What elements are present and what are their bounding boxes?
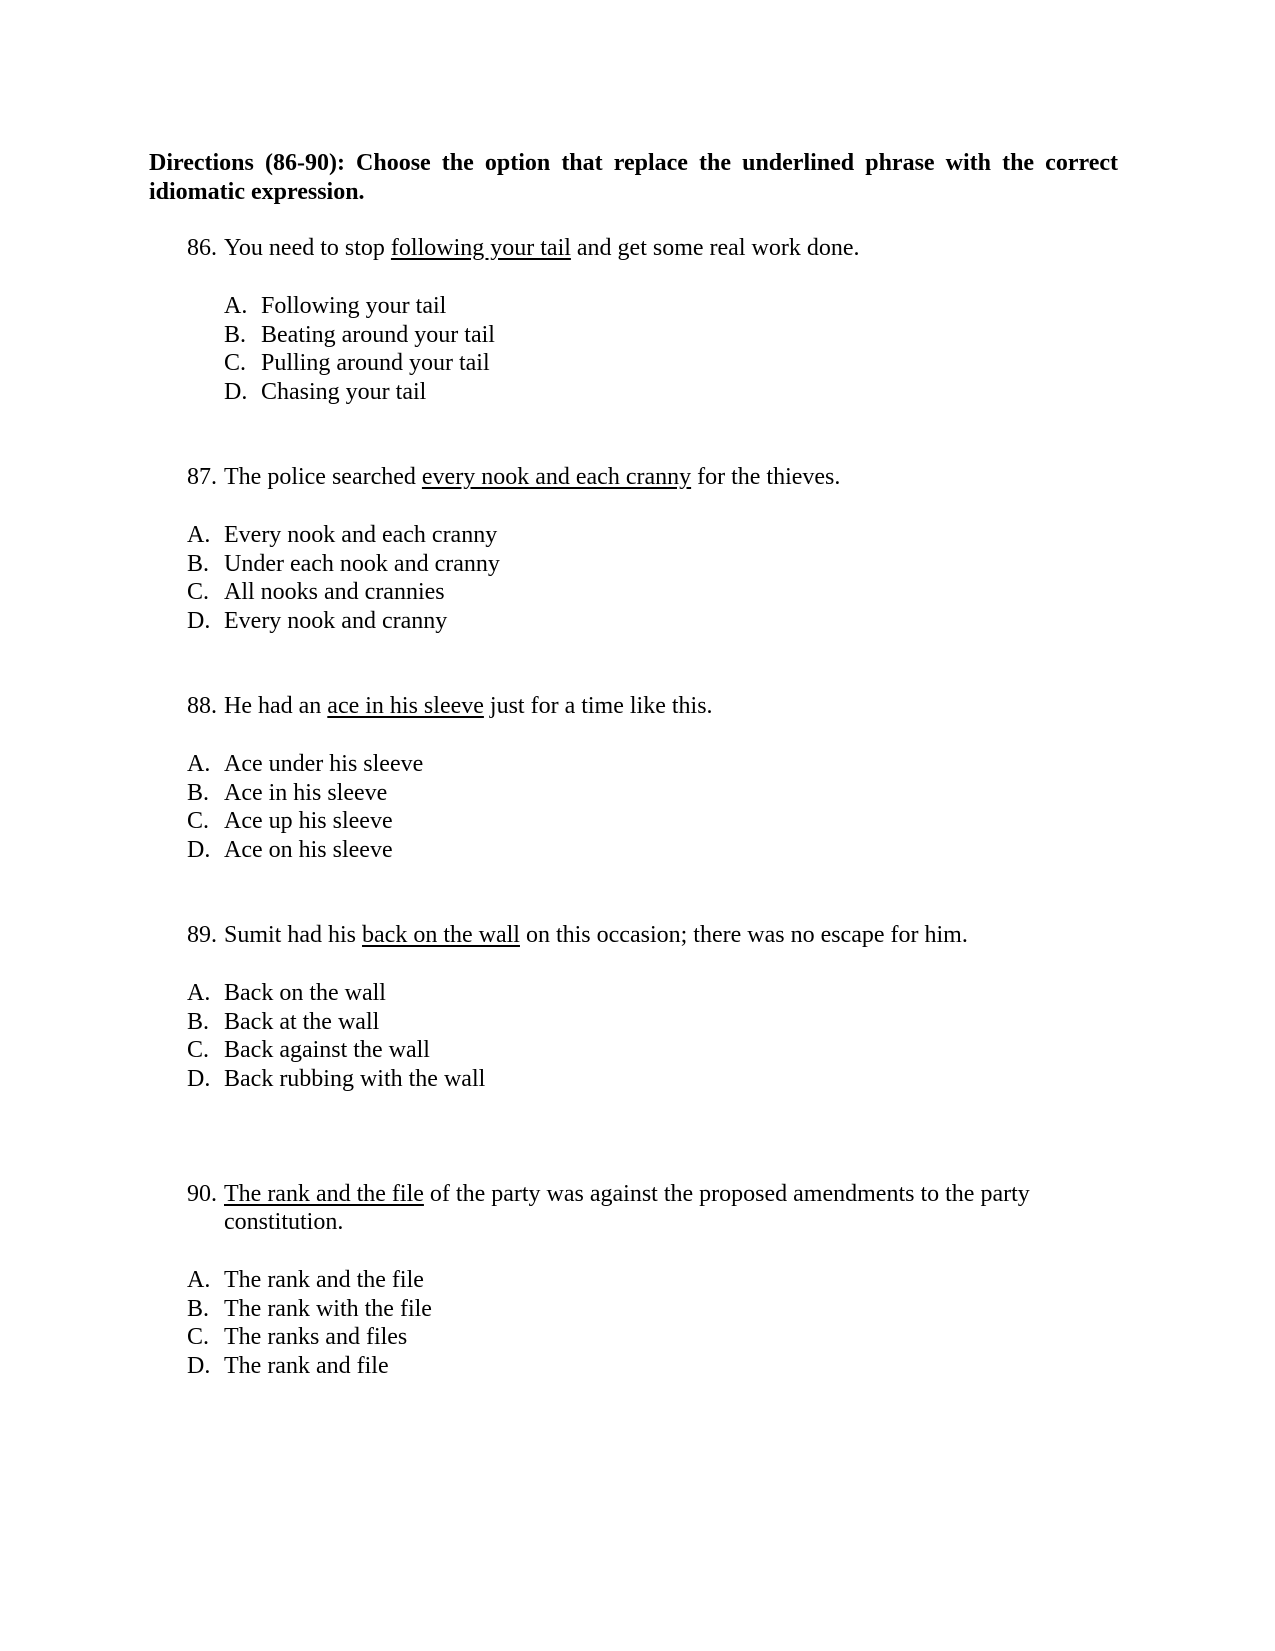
option-letter: C.: [187, 808, 210, 835]
stem-text-after: on this occasion; there was no escape for him.: [519, 922, 968, 948]
option-text: Back rubbing with the wall: [224, 1066, 486, 1093]
option-d[interactable]: [187, 607, 1084, 636]
option-a[interactable]: [187, 521, 1084, 550]
option-letter: B.: [187, 1295, 210, 1322]
option-text: Back at the wall: [224, 1008, 380, 1035]
option-a[interactable]: [187, 979, 1084, 1008]
options-list: [187, 521, 1084, 636]
option-text: Ace on his sleeve: [224, 837, 393, 864]
question-number: 86.: [187, 235, 217, 261]
stem-text-before: The police searched: [224, 464, 422, 490]
question-87: [187, 463, 1084, 636]
question-90: [187, 1180, 1084, 1381]
option-d[interactable]: [187, 836, 1084, 865]
option-c[interactable]: [187, 578, 1084, 607]
option-text: Every nook and cranny: [224, 608, 448, 635]
question-stem: [187, 692, 1084, 720]
question-stem: [187, 463, 1084, 491]
option-letter: C.: [187, 1324, 210, 1351]
option-letter: B.: [187, 1008, 210, 1035]
option-letter: D.: [187, 608, 211, 635]
options-list: [187, 1266, 1084, 1381]
underlined-phrase: every nook and each cranny: [421, 464, 692, 490]
option-letter: A.: [187, 980, 211, 1006]
option-text: The ranks and files: [224, 1324, 408, 1351]
option-c[interactable]: [187, 807, 1084, 836]
option-text: Pulling around your tail: [261, 350, 490, 377]
option-text: The rank and the file: [224, 1267, 424, 1293]
option-letter: C.: [187, 1037, 210, 1064]
option-b[interactable]: [187, 1008, 1084, 1037]
option-b[interactable]: [187, 1295, 1084, 1324]
option-letter: C.: [187, 579, 210, 606]
question-89: [187, 921, 1084, 1094]
option-d[interactable]: [187, 1065, 1084, 1094]
question-stem: [187, 1180, 1084, 1236]
option-text: Ace up his sleeve: [224, 808, 393, 835]
option-a[interactable]: [187, 750, 1084, 779]
option-letter: C.: [224, 350, 247, 377]
stem-text-before: He had an: [224, 693, 328, 719]
underlined-phrase: The rank and the file: [224, 1181, 424, 1207]
option-letter: A.: [224, 293, 248, 319]
option-letter: D.: [187, 1353, 211, 1380]
option-d[interactable]: [187, 1352, 1084, 1381]
stem-text-before: You need to stop: [224, 235, 391, 261]
option-letter: D.: [187, 837, 211, 864]
option-text: All nooks and crannies: [224, 579, 445, 606]
question-stem: [187, 921, 1084, 949]
option-letter: A.: [187, 1267, 211, 1293]
stem-text-after: for the thieves.: [691, 464, 841, 490]
option-text: Beating around your tail: [261, 321, 495, 348]
underlined-phrase: following your tail: [390, 235, 571, 261]
stem-text-after: and get some real work done.: [570, 235, 860, 261]
option-letter: D.: [224, 379, 248, 406]
option-a[interactable]: [187, 1266, 1084, 1295]
stem-text-after: just for a time like this.: [483, 693, 713, 719]
option-a[interactable]: [224, 292, 1084, 321]
option-c[interactable]: [187, 1036, 1084, 1065]
question-number: 90.: [187, 1181, 217, 1207]
directions-heading: Directions (86-90): Choose the option that replace the underlined phrase with the correct idiomatic expression.: [149, 150, 1118, 205]
option-d[interactable]: [224, 378, 1084, 407]
option-text: Back on the wall: [224, 980, 386, 1006]
option-letter: B.: [187, 779, 210, 806]
options-list: [224, 292, 1084, 407]
question-number: 88.: [187, 693, 217, 719]
option-letter: A.: [187, 751, 211, 777]
question-86: [187, 234, 1084, 407]
options-list: [187, 979, 1084, 1094]
option-b[interactable]: [187, 779, 1084, 808]
option-b[interactable]: [224, 321, 1084, 350]
option-letter: B.: [224, 321, 247, 348]
question-number: 89.: [187, 922, 217, 948]
option-b[interactable]: [187, 550, 1084, 579]
option-text: Following your tail: [261, 293, 447, 319]
option-text: Under each nook and cranny: [224, 550, 500, 577]
option-letter: B.: [187, 550, 210, 577]
stem-text-after: of the party was against the proposed amendments to the party constitution.: [224, 1181, 1030, 1235]
question-number: 87.: [187, 464, 217, 490]
option-text: The rank and file: [224, 1353, 389, 1380]
option-text: Chasing your tail: [261, 379, 427, 406]
option-c[interactable]: [224, 349, 1084, 378]
question-88: [187, 692, 1084, 865]
option-text: Ace in his sleeve: [224, 779, 388, 806]
option-text: The rank with the file: [224, 1295, 432, 1322]
option-letter: A.: [187, 522, 211, 548]
option-text: Every nook and each cranny: [224, 522, 498, 548]
stem-text-before: Sumit had his: [224, 922, 363, 948]
option-c[interactable]: [187, 1323, 1084, 1352]
option-text: Ace under his sleeve: [224, 751, 424, 777]
question-stem: [187, 234, 1084, 262]
option-text: Back against the wall: [224, 1037, 430, 1064]
underlined-phrase: back on the wall: [362, 922, 520, 948]
underlined-phrase: ace in his sleeve: [327, 693, 484, 719]
option-letter: D.: [187, 1066, 211, 1093]
options-list: [187, 750, 1084, 865]
